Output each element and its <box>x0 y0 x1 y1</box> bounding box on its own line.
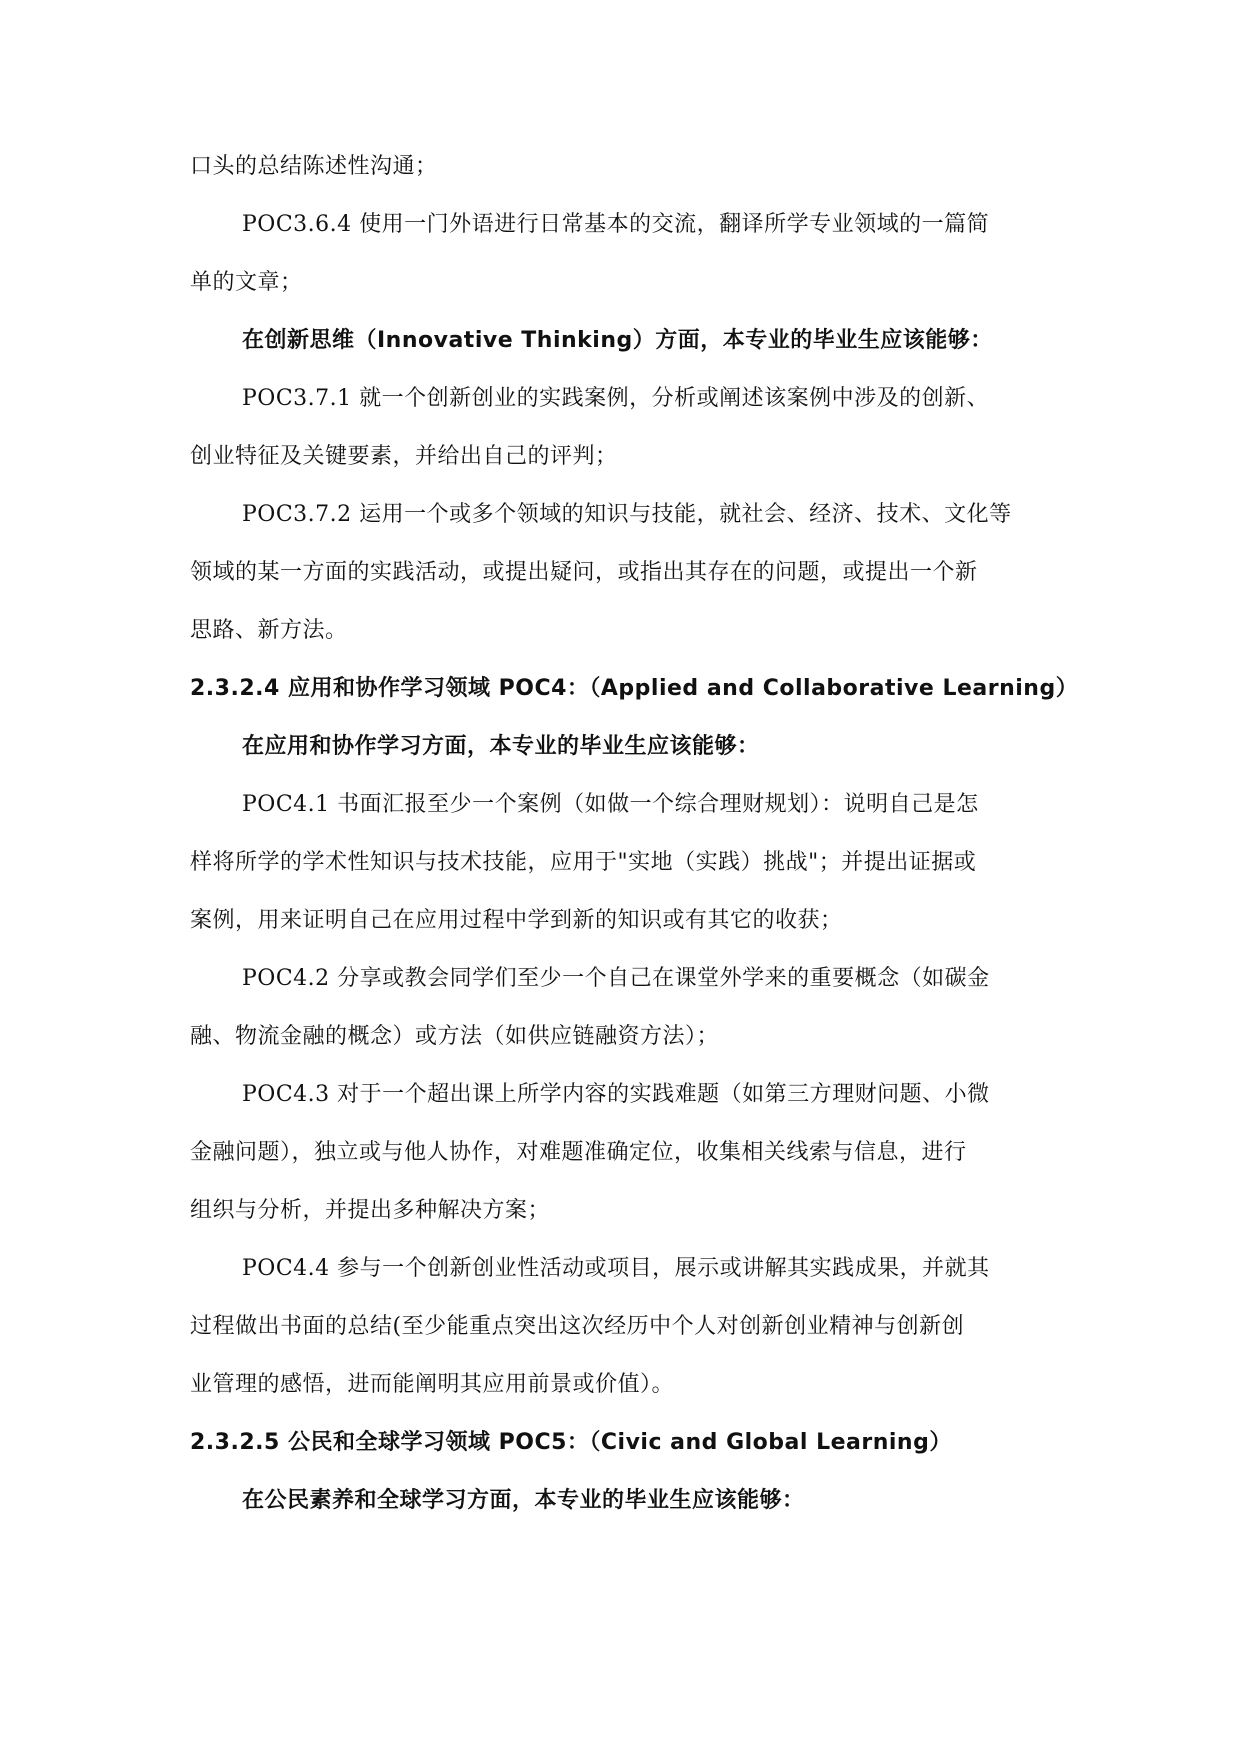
text-line: 案例，用来证明自己在应用过程中学到新的知识或有其它的收获； <box>190 908 843 933</box>
text-line: 领域的某一方面的实践活动，或提出疑问，或指出其存在的问题，或提出一个新 <box>190 560 978 585</box>
text-line: POC4.1 书面汇报至少一个案例（如做一个综合理财规划）：说明自己是怎 <box>242 792 979 817</box>
section-heading: 2.3.2.5 公民和全球学习领域 POC5：（Civic and Global Learning） <box>190 1430 952 1455</box>
text-line: POC4.4 参与一个创新创业性活动或项目，展示或讲解其实践成果，并就其 <box>242 1256 990 1281</box>
text-line: POC4.3 对于一个超出课上所学内容的实践难题（如第三方理财问题、小微 <box>242 1082 990 1107</box>
section-subheading: 在应用和协作学习方面，本专业的毕业生应该能够： <box>242 734 760 759</box>
document-page <box>190 138 1079 1530</box>
text-line: POC3.6.4 使用一门外语进行日常基本的交流，翻译所学专业领域的一篇简 <box>242 212 990 237</box>
text-line: 单的文章； <box>190 270 303 295</box>
text-line: 口头的总结陈述性沟通； <box>190 154 438 179</box>
text-line: 组织与分析，并提出多种解决方案； <box>190 1198 551 1223</box>
section-heading: 2.3.2.4 应用和协作学习领域 POC4：（Applied and Collaborative Learning） <box>190 676 1079 701</box>
text-line: 样将所学的学术性知识与技术技能，应用于"实地（实践）挑战"；并提出证据或 <box>190 850 977 875</box>
text-line: 金融问题），独立或与他人协作，对难题准确定位，收集相关线索与信息，进行 <box>190 1140 967 1165</box>
section-subheading: 在公民素养和全球学习方面，本专业的毕业生应该能够： <box>242 1488 805 1513</box>
text-line: POC3.7.2 运用一个或多个领域的知识与技能，就社会、经济、技术、文化等 <box>242 502 1012 527</box>
text-line: 创业特征及关键要素，并给出自己的评判； <box>190 444 618 469</box>
text-line: POC4.2 分享或教会同学们至少一个自己在课堂外学来的重要概念（如碳金 <box>242 966 990 991</box>
text-line: 融、物流金融的概念）或方法（如供应链融资方法）； <box>190 1024 720 1049</box>
text-line: 过程做出书面的总结(至少能重点突出这次经历中个人对创新创业精神与创新创 <box>190 1314 965 1339</box>
text-line: 业管理的感悟，进而能阐明其应用前景或价值）。 <box>190 1372 675 1397</box>
section-subheading: 在创新思维（Innovative Thinking）方面，本专业的毕业生应该能够： <box>242 328 993 353</box>
text-line: POC3.7.1 就一个创新创业的实践案例，分析或阐述该案例中涉及的创新、 <box>242 386 990 411</box>
text-line: 思路、新方法。 <box>190 618 348 643</box>
